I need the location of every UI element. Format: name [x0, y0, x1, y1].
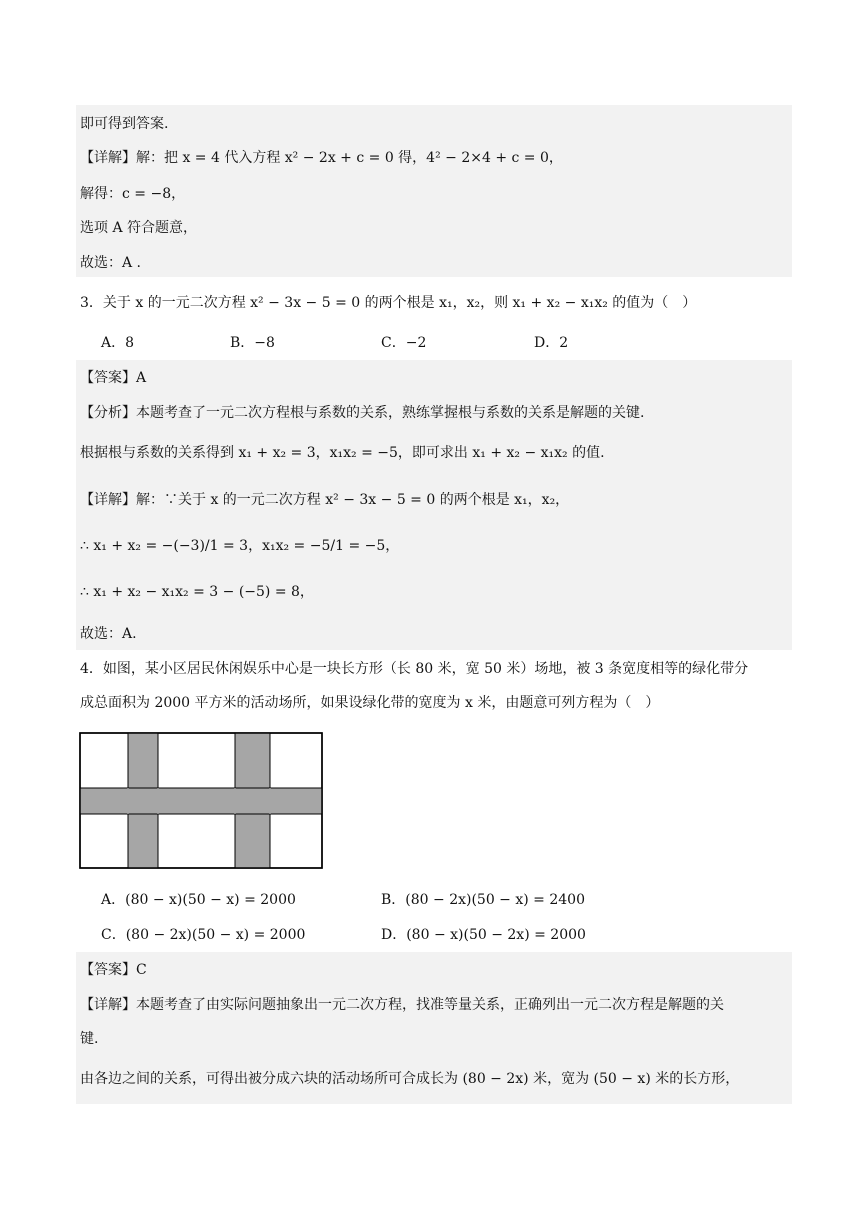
- option-a: A．(80 − x)(50 − x) = 2000: [101, 892, 296, 908]
- answer-label: 【答案】A: [80, 370, 147, 386]
- option-b: B．−8: [230, 335, 275, 351]
- detail-text: 由各边之间的关系，可得出被分成六块的活动场所可合成长为 (80 − 2x) 米，宽为 (50 − x) 米的长方形，: [80, 1071, 740, 1087]
- text-line: 解得：c = −8，: [80, 186, 186, 202]
- question-stem: 3．关于 x 的一元二次方程 x² − 3x − 5 = 0 的两个根是 x₁，x₂，则 x₁ + x₂ − x₁x₂ 的值为（ ）: [80, 295, 697, 311]
- detail-text: 键.: [80, 1031, 99, 1047]
- text-line: 【详解】解：把 x = 4 代入方程 x² − 2x + c = 0 得，4² − 2×4 + c = 0，: [80, 150, 563, 166]
- detail-text: 【详解】本题考查了由实际问题抽象出一元二次方程，找准等量关系，正确列出一元二次方程是解题的关: [80, 997, 724, 1013]
- option-b: B．(80 − 2x)(50 − x) = 2400: [381, 892, 585, 908]
- option-c: C．−2: [381, 335, 427, 351]
- detail-text: ∴ x₁ + x₂ = −(−3)/1 = 3，x₁x₂ = −5/1 = −5，: [80, 538, 400, 554]
- text-line: 选项 A 符合题意，: [80, 220, 198, 236]
- field-diagram: [79, 732, 324, 870]
- green-belt-horizontal: [80, 788, 322, 814]
- answer-label: 【答案】C: [80, 962, 147, 978]
- option-d: D．(80 − x)(50 − 2x) = 2000: [381, 927, 586, 943]
- question-stem: 4．如图，某小区居民休闲娱乐中心是一块长方形（长 80 米，宽 50 米）场地，被 3 条宽度相等的绿化带分: [80, 661, 749, 677]
- analysis-text: 根据根与系数的关系得到 x₁ + x₂ = 3，x₁x₂ = −5，即可求出 x₁ + x₂ − x₁x₂ 的值.: [80, 445, 605, 461]
- detail-text: ∴ x₁ + x₂ − x₁x₂ = 3 − (−5) = 8，: [80, 584, 314, 600]
- text-line: 即可得到答案.: [80, 116, 169, 132]
- option-d: D．2: [534, 335, 569, 351]
- analysis-text: 【分析】本题考查了一元二次方程根与系数的关系，熟练掌握根与系数的关系是解题的关键.: [80, 405, 645, 421]
- option-a: A．8: [101, 335, 135, 351]
- option-c: C．(80 − 2x)(50 − x) = 2000: [101, 927, 306, 943]
- detail-text: 故选：A.: [80, 626, 137, 642]
- text-line: 故选：A .: [80, 255, 142, 271]
- detail-text: 【详解】解：∵关于 x 的一元二次方程 x² − 3x − 5 = 0 的两个根是 x₁，x₂，: [80, 492, 570, 508]
- question-stem: 成总面积为 2000 平方米的活动场所，如果设绿化带的宽度为 x 米，由题意可列方程为（ ）: [80, 695, 660, 711]
